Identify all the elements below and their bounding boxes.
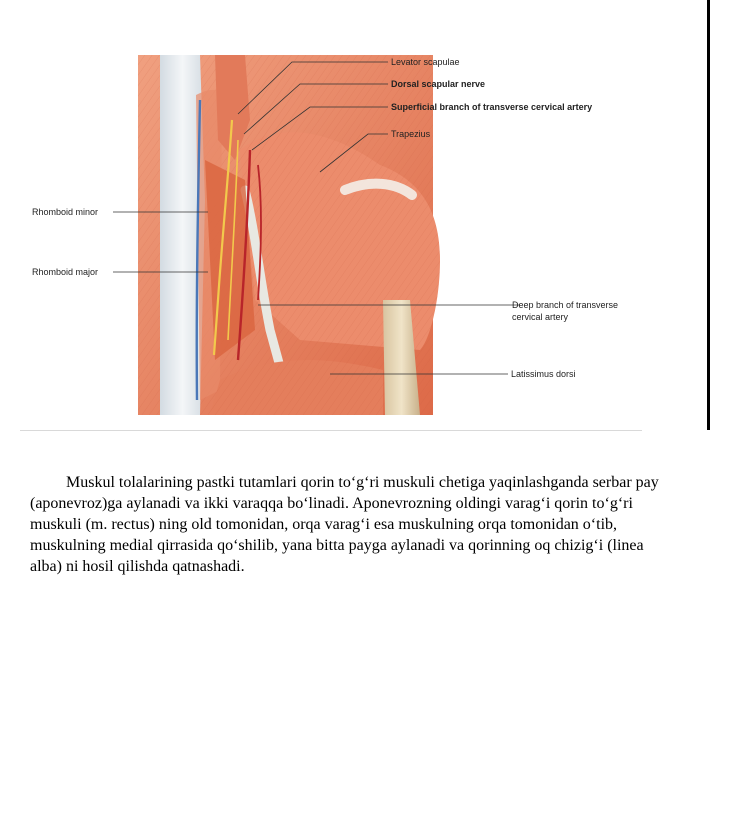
label-superficial-branch: Superficial branch of transverse cervical artery (391, 102, 593, 112)
figure-divider (20, 430, 642, 431)
body-paragraph (30, 472, 670, 577)
body-text: Muskul tolalarining pastki tutamlari qorin to‘g‘ri muskuli chetiga yaqinlashganda serbar pay (aponevroz)ga aylanadi va ikki varaqqa bo‘linadi. Aponevrozning oldingi varag‘i qorin to‘g‘ri muskuli (m. rectus) ning old tomonidan, orqa varag‘i esa muskulning orqa tomonidan o‘tib, muskulning medial qirrasida qo‘shilib, yana bitta payga aylanadi va qorinning oq chizig‘i (linea alba) ni hosil qilishda qatnashadi. (30, 474, 659, 575)
page-edge-bar (707, 0, 710, 430)
label-dorsal-scapular-nerve: Dorsal scapular nerve (391, 79, 486, 89)
label-deep-branch-line1: Deep branch of transverse (512, 300, 619, 310)
label-trapezius: Trapezius (391, 129, 431, 139)
label-deep-branch-line2: cervical artery (512, 312, 569, 322)
label-latissimus-dorsi: Latissimus dorsi (511, 369, 576, 379)
label-rhomboid-minor: Rhomboid minor (32, 207, 99, 217)
label-rhomboid-major: Rhomboid major (32, 267, 99, 277)
label-levator-scapulae: Levator scapulae (391, 57, 460, 67)
